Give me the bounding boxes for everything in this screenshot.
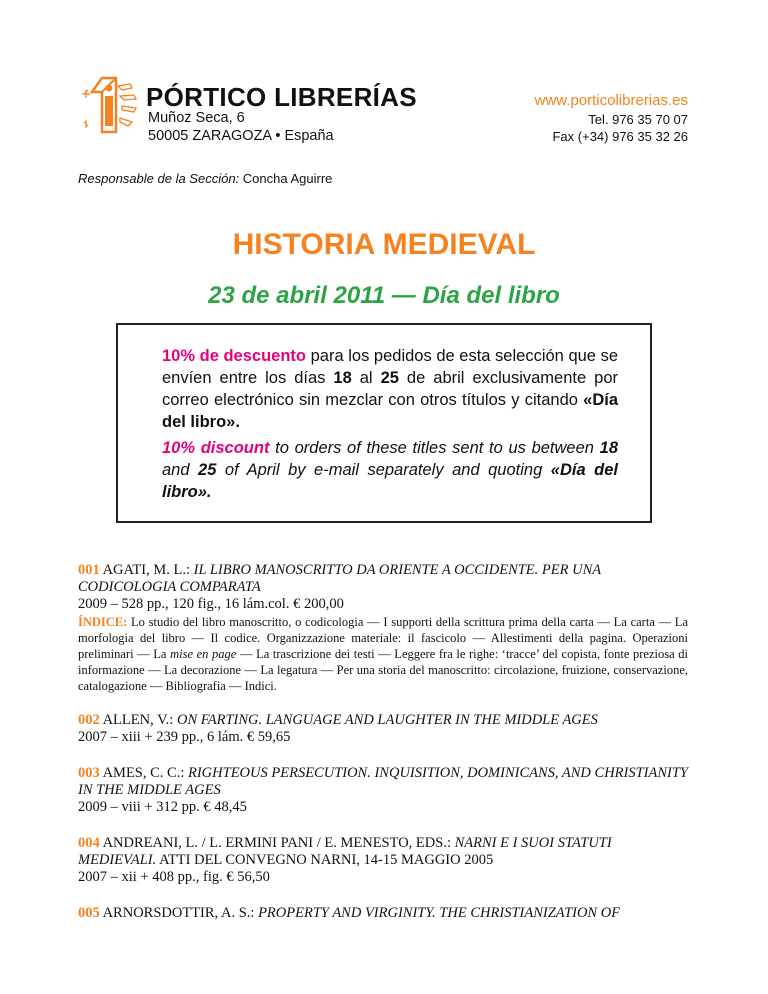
catalog-entry-001 xyxy=(78,562,688,694)
entry-author: AMES, C. C.: xyxy=(102,765,185,781)
discount-text: de abril exclusivamente por correo electrónico sin mezclar con otros títulos y citando xyxy=(162,369,618,409)
entry-number: 003 xyxy=(78,765,100,781)
index-label: ÍNDICE: xyxy=(78,615,128,629)
discount-text: al xyxy=(351,369,381,387)
start-day: 18 xyxy=(333,369,352,387)
entry-author: ALLEN, V.: xyxy=(102,712,174,728)
shop-name: PÓRTICO LIBRERÍAS xyxy=(146,82,417,112)
discount-highlight-en: 10% discount xyxy=(162,439,270,457)
discount-highlight-es: 10% de descuento xyxy=(162,347,306,365)
entry-details: 2009 – 528 pp., 120 fig., 16 lám.col. € 200,00 xyxy=(78,596,344,612)
discount-text: and xyxy=(162,461,199,479)
entry-title: PROPERTY AND VIRGINITY. THE CHRISTIANIZATION OF xyxy=(258,905,621,921)
entry-title: NARNI E I SUOI STATUTI MEDIEVALI. xyxy=(78,835,612,868)
discount-text: to orders of these titles sent to us between xyxy=(269,439,600,457)
section-responsible xyxy=(78,171,332,186)
phone-number: Tel. 976 35 70 07 xyxy=(588,112,688,127)
entry-heading xyxy=(78,905,688,922)
entry-number: 005 xyxy=(78,905,100,921)
end-day: 25 xyxy=(198,461,217,479)
address-street: Muñoz Seca, 6 xyxy=(148,110,245,126)
discount-text-es xyxy=(162,345,618,433)
index-italic-text: mise en page xyxy=(170,647,237,661)
entry-number: 004 xyxy=(78,835,100,851)
entry-subtitle: ATTI DEL CONVEGNO NARNI, 14-15 MAGGIO 2005 xyxy=(156,852,494,868)
entry-title: ON FARTING. LANGUAGE AND LAUGHTER IN THE MIDDLE AGES xyxy=(176,712,598,728)
entry-author: ARNORSDOTTIR, A. S.: xyxy=(102,905,255,921)
end-day: 25 xyxy=(380,369,399,387)
website-link[interactable]: www.porticolibrerias.es xyxy=(534,92,688,109)
discount-text: para los pedidos de esta selección que se envíen entre los días xyxy=(162,347,618,387)
discount-text-en xyxy=(162,437,618,503)
entry-details: 2007 – xiii + 239 pp., 6 lám. € 59,65 xyxy=(78,729,291,745)
start-day: 18 xyxy=(599,439,619,457)
entry-index xyxy=(78,614,688,694)
entry-heading xyxy=(78,712,688,729)
page-title: HISTORIA MEDIEVAL xyxy=(232,228,536,261)
fax-number: Fax (+34) 976 35 32 26 xyxy=(552,129,688,144)
quote-phrase: «Día del libro». xyxy=(162,391,618,431)
entry-number: 001 xyxy=(78,562,100,578)
entry-details: 2007 – xii + 408 pp., fig. € 56,50 xyxy=(78,869,270,885)
portico-logo-icon xyxy=(78,70,144,140)
entry-number: 002 xyxy=(78,712,100,728)
catalog-entry-003 xyxy=(78,765,688,816)
entry-heading xyxy=(78,562,688,596)
entry-details: 2009 – viii + 312 pp. € 48,45 xyxy=(78,799,247,815)
discount-notice-box xyxy=(116,323,652,523)
entry-author: ANDREANI, L. / L. ERMINI PANI / E. MENESTO, EDS.: xyxy=(102,835,451,851)
catalog-entry-002 xyxy=(78,712,688,746)
entry-author: AGATI, M. L.: xyxy=(102,562,190,578)
entry-title: RIGHTEOUS PERSECUTION. INQUISITION, DOMINICANS, AND CHRISTIANITY IN THE MIDDLE AGES xyxy=(78,765,688,798)
entry-heading xyxy=(78,835,688,869)
discount-text: of April by e-mail separately and quoting xyxy=(216,461,551,479)
index-text: Lo studio del libro manoscritto, o codicologia — I supporti della scrittura prima della carta — La carta — La morfologia del libro — Il codice. Organizzazione materiale: il fascicolo — Allestimenti della pagina. Operazioni preliminari — La xyxy=(78,615,688,661)
responsible-label: Responsable de la Sección: xyxy=(78,171,240,186)
quote-phrase: «Día del libro». xyxy=(162,461,618,501)
catalog-entry-004 xyxy=(78,835,688,886)
address-city: 50005 ZARAGOZA • España xyxy=(148,128,334,144)
index-text: — La trascrizione dei testi — Leggere fra le righe: ‘tracce’ del copista, fonte preziosa di informazione — La decorazione — La legatura — Per una storia del manoscritto: circolazione, fruizione, conservazione, catalogazione — Bibliografia — Indici. xyxy=(78,647,688,693)
entry-title: IL LIBRO MANOSCRITTO DA ORIENTE A OCCIDENTE. PER UNA CODICOLOGIA COMPARATA xyxy=(78,562,601,595)
catalog-entry-005 xyxy=(78,905,688,922)
page-subtitle: 23 de abril 2011 — Día del libro xyxy=(208,282,560,309)
entry-heading xyxy=(78,765,688,799)
responsible-name: Concha Aguirre xyxy=(242,171,333,186)
